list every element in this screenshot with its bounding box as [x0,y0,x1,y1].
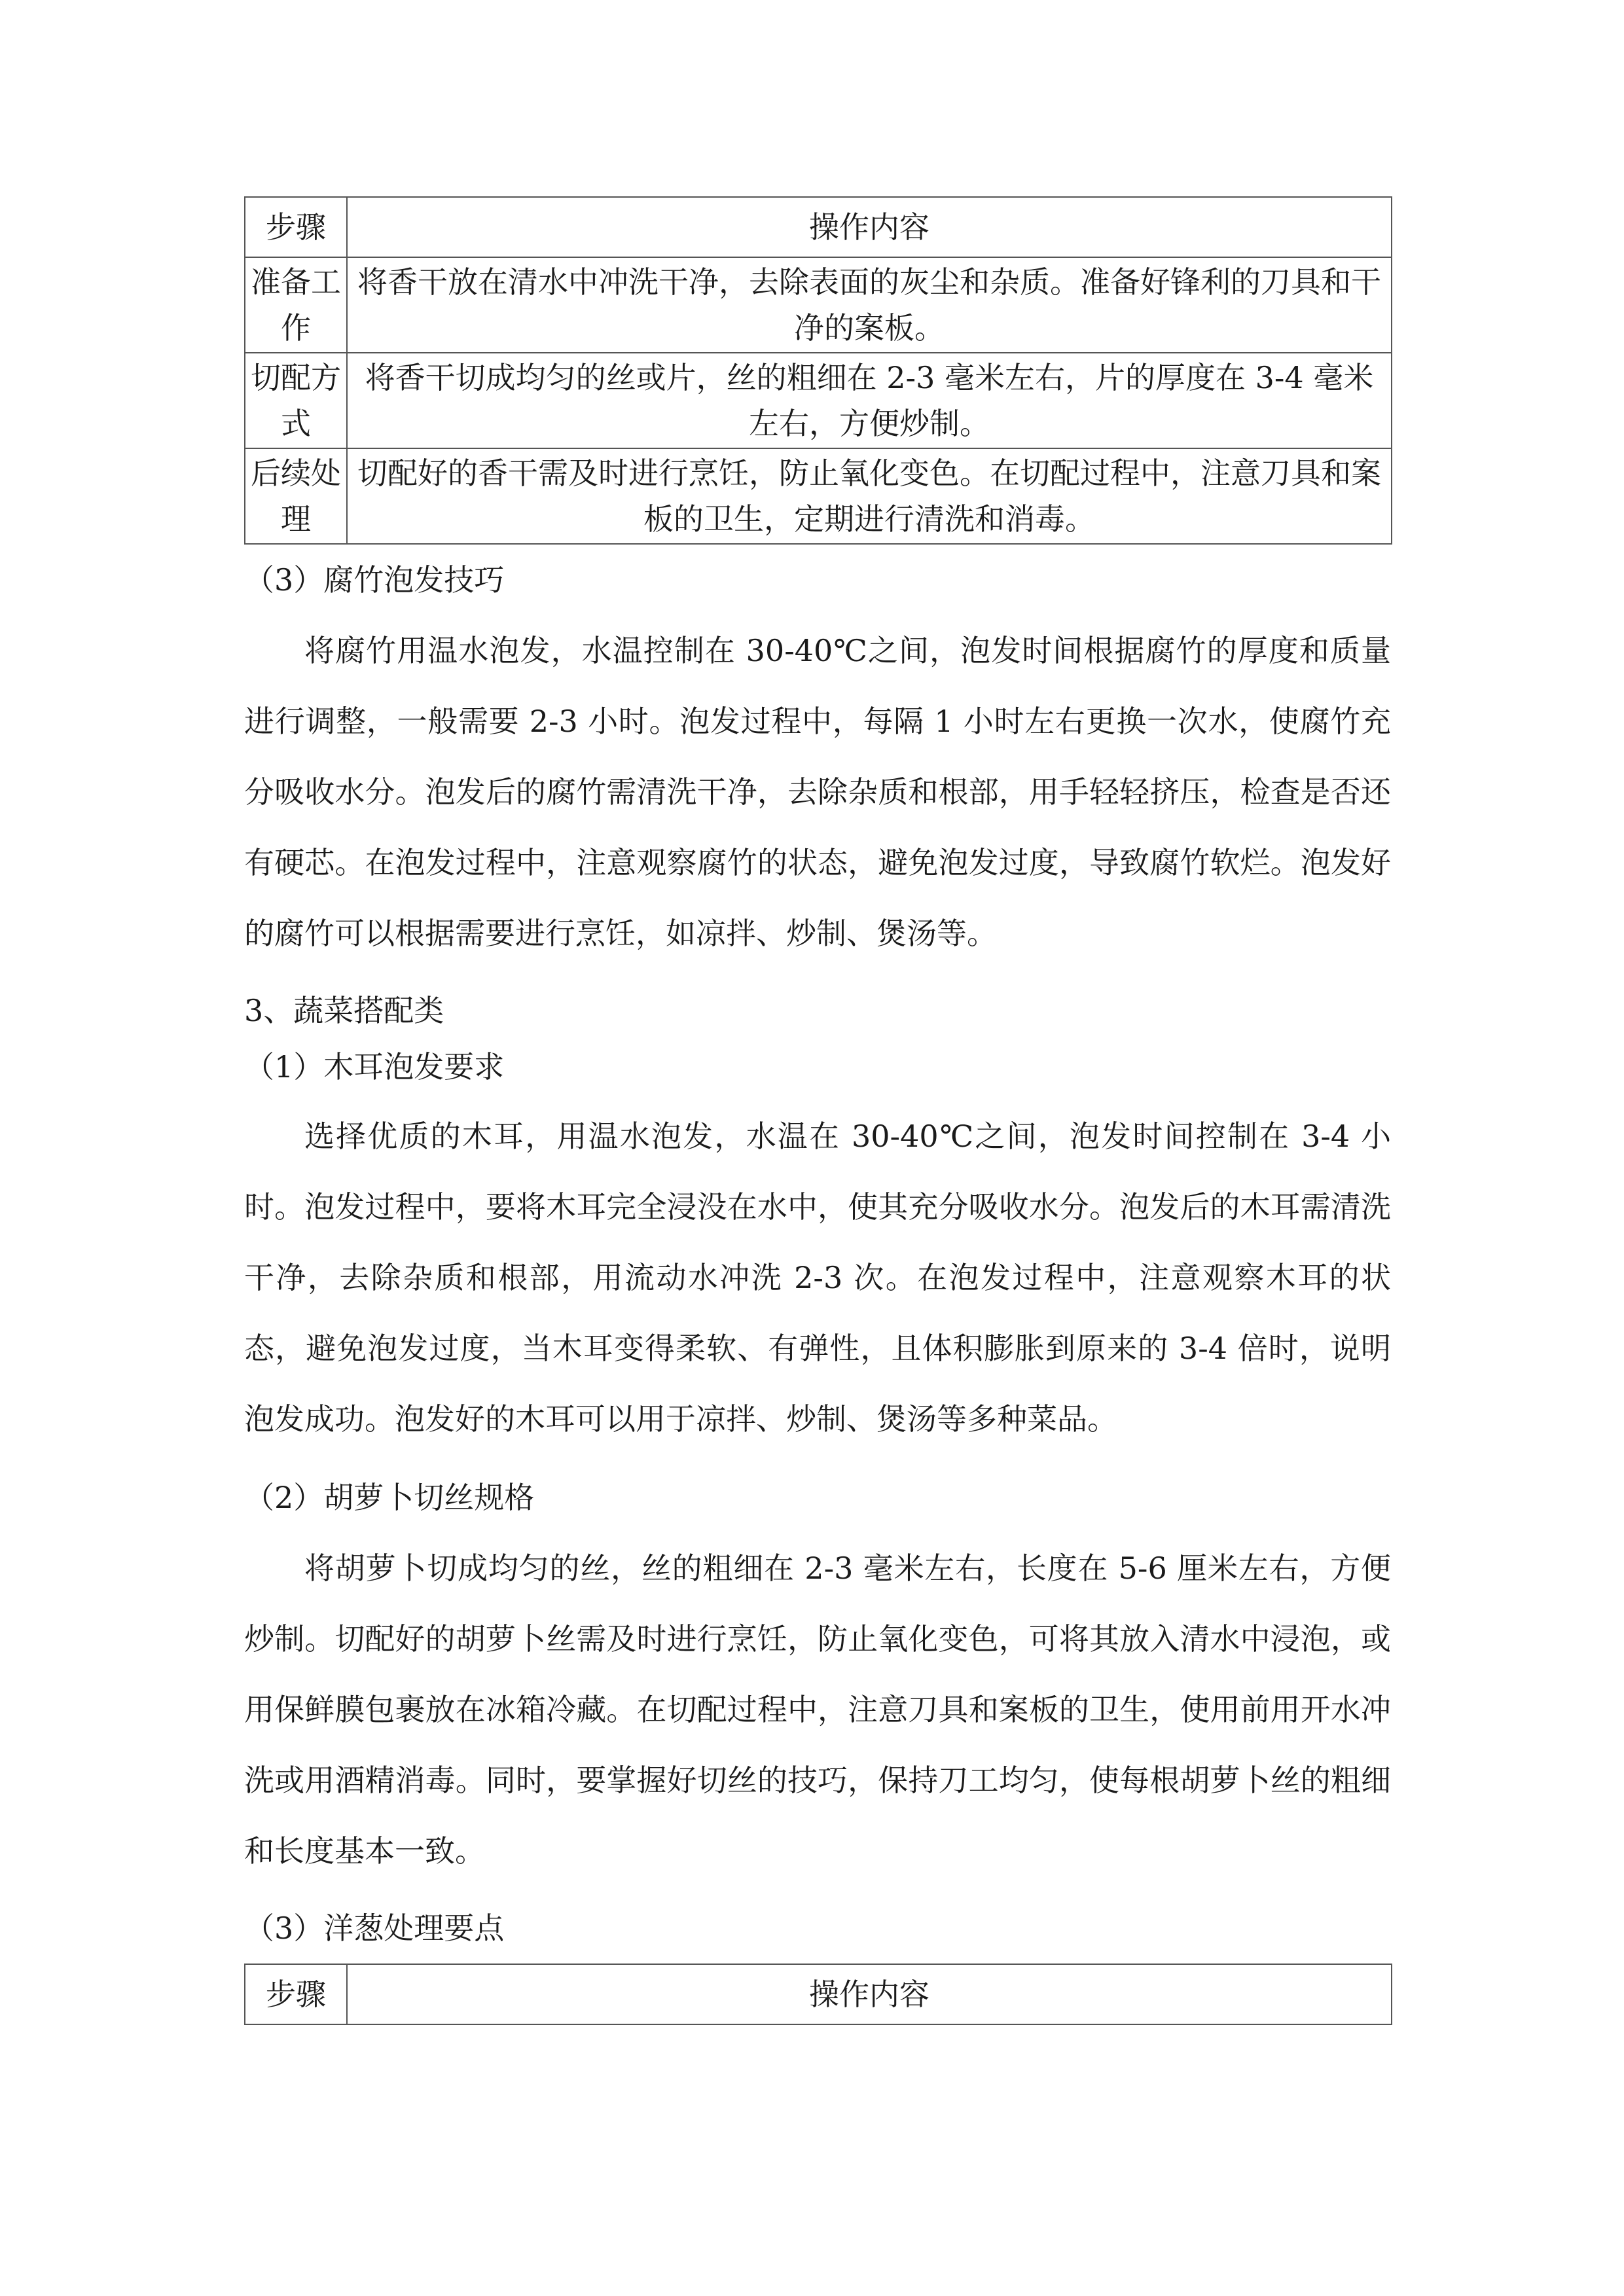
content-column-header: 操作内容 [347,1964,1392,2024]
table-header-row [245,197,1392,257]
step-column-header: 步骤 [245,197,347,257]
step-cell: 切配方式 [245,353,347,448]
step-cell: 准备工作 [245,257,347,353]
table-header-row [245,1964,1392,2024]
content-cell: 切配好的香干需及时进行烹饪，防止氧化变色。在切配过程中，注意刀具和案板的卫生，定期进行清洗和消毒。 [347,448,1392,544]
content-cell: 将香干切成均匀的丝或片，丝的粗细在 2-3 毫米左右，片的厚度在 3-4 毫米左右，方便炒制。 [347,353,1392,448]
carrot-heading: （2）胡萝卜切丝规格 [244,1480,535,1515]
onion-steps-table [244,1964,1392,2025]
tofu-skin-paragraph: 将腐竹用温水泡发，水温控制在 30-40℃之间，泡发时间根据腐竹的厚度和质量进行调整，一般需要 2-3 小时。泡发过程中，每隔 1 小时左右更换一次水，使腐竹充分吸收水分。泡发后的腐竹需清洗干净，去除杂质和根部，用手轻轻挤压，检查是否还有硬芯。在泡发过程中，注意观察腐竹的状态，避免泡发过度，导致腐竹软烂。泡发好的腐竹可以根据需要进行烹饪，如凉拌、炒制、煲汤等。 [244,633,1391,951]
carrot-paragraph: 将胡萝卜切成均匀的丝，丝的粗细在 2-3 毫米左右，长度在 5-6 厘米左右，方便炒制。切配好的胡萝卜丝需及时进行烹饪，防止氧化变色，可将其放入清水中浸泡，或用保鲜膜包裹放在冰箱冷藏。在切配过程中，注意刀具和案板的卫生，使用前用开水冲洗或用酒精消毒。同时，要掌握好切丝的技巧，保持刀工均匀，使每根胡萝卜丝的粗细和长度基本一致。 [244,1551,1391,1869]
step-cell: 后续处理 [245,448,347,544]
step-column-header: 步骤 [245,1964,347,2024]
dried-tofu-steps-table [244,196,1392,545]
vegetables-section-heading: 3、蔬菜搭配类 [244,993,444,1028]
onion-heading: （3）洋葱处理要点 [244,1910,505,1946]
table-row [245,257,1392,353]
tofu-skin-heading: （3）腐竹泡发技巧 [244,562,505,598]
table-row [245,448,1392,544]
document-page [244,196,1391,2025]
content-column-header: 操作内容 [347,197,1392,257]
wood-ear-heading: （1）木耳泡发要求 [244,1049,505,1085]
content-cell: 将香干放在清水中冲洗干净，去除表面的灰尘和杂质。准备好锋利的刀具和干净的案板。 [347,257,1392,353]
table-row [245,353,1392,448]
wood-ear-paragraph: 选择优质的木耳，用温水泡发，水温在 30-40℃之间，泡发时间控制在 3-4 小时。泡发过程中，要将木耳完全浸没在水中，使其充分吸收水分。泡发后的木耳需清洗干净，去除杂质和根部，用流动水冲洗 2-3 次。在泡发过程中，注意观察木耳的状态，避免泡发过度，当木耳变得柔软、有弹性，且体积膨胀到原来的 3-4 倍时，说明泡发成功。泡发好的木耳可以用于凉拌、炒制、煲汤等多种菜品。 [244,1119,1391,1437]
